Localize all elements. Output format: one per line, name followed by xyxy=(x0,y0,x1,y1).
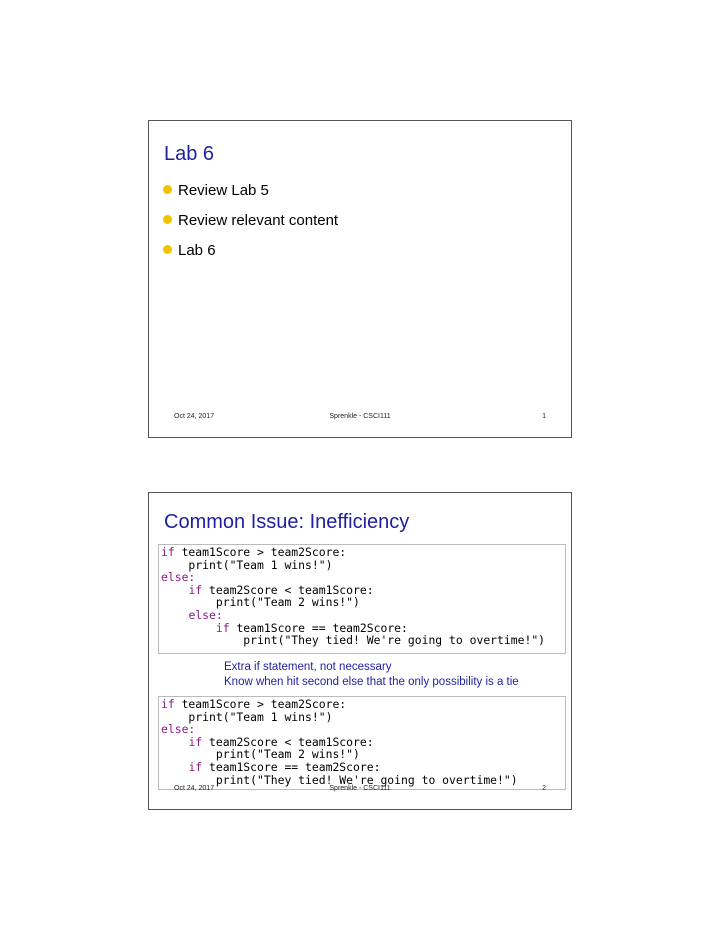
code-text: team1Score > team2Score: xyxy=(174,697,347,711)
code-text: print("They tied! We're going to overtime!") xyxy=(161,633,546,648)
code-text: team2Score < team1Score: xyxy=(202,582,374,597)
code-keyword: if xyxy=(161,697,175,711)
code-keyword: else: xyxy=(188,607,223,622)
bullet-text: Lab 6 xyxy=(178,242,216,259)
code-text: team1Score > team2Score: xyxy=(174,545,347,559)
code-line xyxy=(161,634,565,647)
annotation-note: Know when hit second else that the only possibility is a tie xyxy=(224,676,519,688)
slide-footer xyxy=(149,413,571,425)
code-keyword: else: xyxy=(161,722,196,737)
slide-1 xyxy=(148,120,572,438)
code-line xyxy=(161,559,565,572)
annotation-note: Extra if statement, not necessary xyxy=(224,661,392,673)
footer-author: Sprenkle - CSCI111 xyxy=(329,785,391,792)
code-text: print("Team 2 wins!") xyxy=(161,595,360,610)
code-keyword: if xyxy=(215,620,230,635)
bullet-text: Review relevant content xyxy=(178,212,339,229)
code-keyword: if xyxy=(161,545,175,559)
code-text: print("Team 1 wins!") xyxy=(161,709,333,724)
code-block-before xyxy=(158,544,566,654)
code-keyword: if xyxy=(188,582,203,597)
code-text: print("Team 2 wins!") xyxy=(161,747,360,762)
slide-title: Lab 6 xyxy=(164,143,215,165)
bullet-dot-icon xyxy=(163,245,172,254)
bullet-item xyxy=(163,211,338,241)
slide-2 xyxy=(148,492,572,810)
code-text: print("Team 1 wins!") xyxy=(161,557,333,572)
code-line xyxy=(161,711,565,724)
code-text: team1Score == team2Score: xyxy=(202,759,381,774)
code-keyword: if xyxy=(188,734,203,749)
footer-author: Sprenkle - CSCI111 xyxy=(329,413,391,420)
bullet-text: Review Lab 5 xyxy=(178,182,269,199)
bullet-dot-icon xyxy=(163,185,172,194)
footer-page-number: 2 xyxy=(542,785,546,792)
code-block-after xyxy=(158,696,566,790)
footer-date: Oct 24, 2017 xyxy=(174,413,215,420)
slide-title: Common Issue: Inefficiency xyxy=(164,511,410,533)
bullet-item xyxy=(163,241,338,271)
footer-page-number: 1 xyxy=(542,413,546,420)
bullet-list xyxy=(163,181,338,271)
slide-footer xyxy=(149,785,571,797)
code-text: team2Score < team1Score: xyxy=(202,734,374,749)
code-keyword: else: xyxy=(161,570,196,585)
footer-date: Oct 24, 2017 xyxy=(174,785,215,792)
code-text: print("They tied! We're going to overtime!") xyxy=(161,772,518,787)
bullet-item xyxy=(163,181,338,211)
code-text: team1Score == team2Score: xyxy=(229,620,408,635)
bullet-dot-icon xyxy=(163,215,172,224)
code-keyword: if xyxy=(188,759,203,774)
